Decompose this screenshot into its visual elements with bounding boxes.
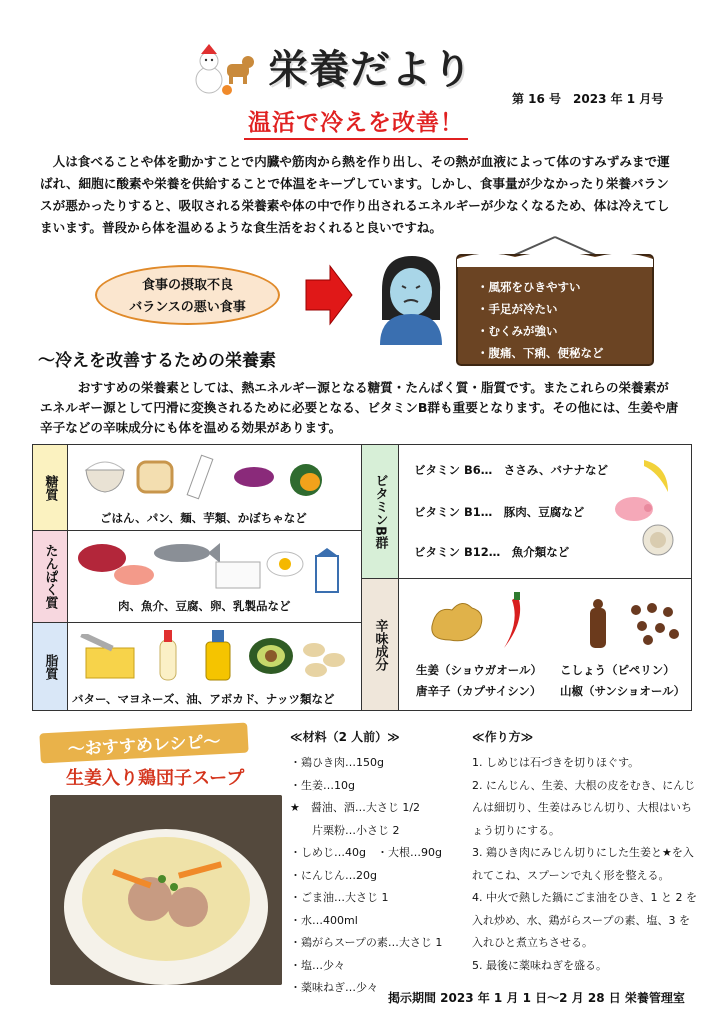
sweet-potato-icon — [232, 462, 276, 492]
spicy-chili: 唐辛子（カプサイシン） — [416, 684, 542, 698]
bread-icon — [134, 456, 176, 496]
ingredient-item: ・生姜…10g — [290, 778, 355, 792]
protein-foods: 肉、魚介、豆腐、卵、乳製品など — [118, 599, 291, 613]
intro-paragraph: 人は食べることや体を動かすことで内臓や筋肉から熱を作り出し、その熱が血液によって体のすみずみまで運ばれ、細胞に酸素や栄養を供給することで体温をキープしています。しかし、食事量が少なかったり栄養バランスが悪かったりすると、吸収される栄養素や体の中で作り出されるエネルギーが少なくなるため、体は冷えてしまいます。普段から体を温めるような食生活をおくれると良いですね。 — [40, 154, 670, 235]
step-item: 4. 中火で熱した鍋にごま油をひき、1 と 2 を入れ炒め、水、鶏がらスープの素、塩、3 を入れひと煮立ちさせる。 — [472, 891, 698, 949]
chili-icon — [494, 592, 530, 652]
sansho-icon — [626, 600, 682, 646]
salmon-icon — [112, 560, 156, 590]
ingredient-item: ★ 醤油、酒…大さじ 1/2 — [290, 801, 421, 814]
footer: 掲示期間 2023 年 1 月 1 日～2 月 28 日 栄養管理室 — [388, 991, 685, 1005]
symptom-item: ・風邪をひきやすい — [477, 280, 581, 294]
recipe-banner: ～おすすめレシピ～ — [39, 723, 248, 764]
symptom-item: ・手足が冷たい — [477, 302, 558, 316]
headline: 温活で冷えを改善！ — [244, 104, 468, 140]
milk-icon — [312, 548, 342, 594]
category-fat: 脂質 — [32, 622, 68, 711]
symptom-item: ・腹痛、下痢、便秘など — [477, 346, 604, 360]
causes-oval — [95, 265, 280, 325]
fish-icon — [150, 540, 220, 566]
egg-icon — [262, 544, 308, 582]
ingredient-item: 片栗粉…小さじ 2 — [290, 823, 400, 837]
mayonnaise-icon — [154, 628, 182, 682]
fat-foods: バター、マヨネーズ、油、アボカド、ナッツ類など — [72, 692, 335, 706]
cause-line-2: バランスの悪い食事 — [129, 300, 246, 315]
step-item: 2. にんじん、生姜、大根の皮をむき、にんじんは細切り、生姜はみじん切り、大根はいちょう切りにする。 — [472, 778, 696, 837]
page-title: 栄養だより — [268, 47, 473, 93]
cold-person-icon — [372, 250, 450, 345]
spicy-ginger: 生姜（ショウガオール） — [416, 663, 543, 677]
recipe-photo — [50, 795, 282, 985]
sugar-foods: ごはん、パン、麺、芋類、かぼちゃなど — [100, 511, 307, 525]
ingredient-item: ・にんじん…20g — [290, 868, 377, 882]
snowman-dog-icon — [193, 44, 257, 96]
ingredients-heading: ≪材料（2 人前）≫ — [290, 730, 400, 744]
ingredient-item: ・しめじ…40g ・大根…90g — [290, 846, 442, 859]
noodle-icon — [186, 454, 216, 500]
avocado-icon — [246, 634, 296, 678]
steps-heading: ≪作り方≫ — [472, 730, 534, 744]
vitamin-b12: ビタミン B12… 魚介類など — [414, 545, 570, 559]
pig-icon — [612, 492, 656, 524]
ingredients — [290, 730, 443, 1000]
oil-icon — [202, 628, 234, 682]
recipe-name: 生姜入り鶏団子スープ — [66, 768, 245, 789]
pumpkin-icon — [286, 458, 326, 498]
ingredient-item: ・ごま油…大さじ 1 — [290, 891, 389, 904]
category-spicy: 辛味成分 — [361, 578, 399, 711]
vitamin-b6: ビタミン B6… ささみ、バナナなど — [414, 463, 608, 477]
ingredient-item: ・水…400ml — [290, 913, 358, 927]
cause-line-1: 食事の摂取不良 — [141, 278, 233, 293]
clam-icon — [640, 522, 676, 558]
category-protein: たんぱく質 — [32, 530, 68, 623]
step-item: 5. 最後に薬味ねぎを盛る。 — [472, 958, 607, 972]
butter-icon — [76, 634, 140, 682]
ingredient-item: ・鶏がらスープの素…大さじ 1 — [290, 936, 443, 949]
arrow-right-icon — [304, 264, 354, 326]
nuts-icon — [300, 636, 350, 682]
spicy-sansho: 山椒（サンショオール） — [560, 684, 686, 698]
nutrients-heading: ～冷えを改善するための栄養素 — [38, 351, 276, 371]
ingredient-item: ・薬味ねぎ…少々 — [290, 981, 378, 994]
category-sugar: 糖質 — [32, 444, 68, 531]
rice-bowl-icon — [84, 456, 126, 494]
banana-icon — [638, 456, 674, 496]
tofu-icon — [212, 558, 264, 592]
category-vitamin-b: ビタミンB群 — [361, 444, 399, 579]
ginger-icon — [426, 596, 488, 648]
vitamin-b1: ビタミン B1… 豚肉、豆腐など — [414, 505, 585, 519]
pepper-mill-icon — [582, 598, 614, 650]
ingredient-item: ・鶏ひき肉…150g — [290, 756, 384, 769]
step-item: 3. 鶏ひき肉にみじん切りにした生姜と★を入れてこね、スプーンで丸く形を整える。 — [472, 846, 694, 882]
symptom-list — [477, 276, 604, 364]
recipe-steps — [472, 730, 700, 977]
step-item: 1. しめじは石づきを切りほぐす。 — [472, 756, 640, 769]
symptom-item: ・むくみが強い — [477, 324, 558, 338]
ingredient-item: ・塩…少々 — [290, 958, 345, 972]
nutrients-body: おすすめの栄養素としては、熱エネルギー源となる糖質・たんぱく質・脂質です。またこれらの栄養素がエネルギー源として円滑に変換されるために必要となる、ビタミンB群も重要となります。その他には、生姜や唐辛子などの辛味成分にも体を温める効果があります。 — [40, 380, 679, 435]
issue-number: 第 16 号 2023 年 1 月号 — [512, 92, 664, 106]
spicy-pepper: こしょう（ピペリン） — [560, 663, 675, 677]
